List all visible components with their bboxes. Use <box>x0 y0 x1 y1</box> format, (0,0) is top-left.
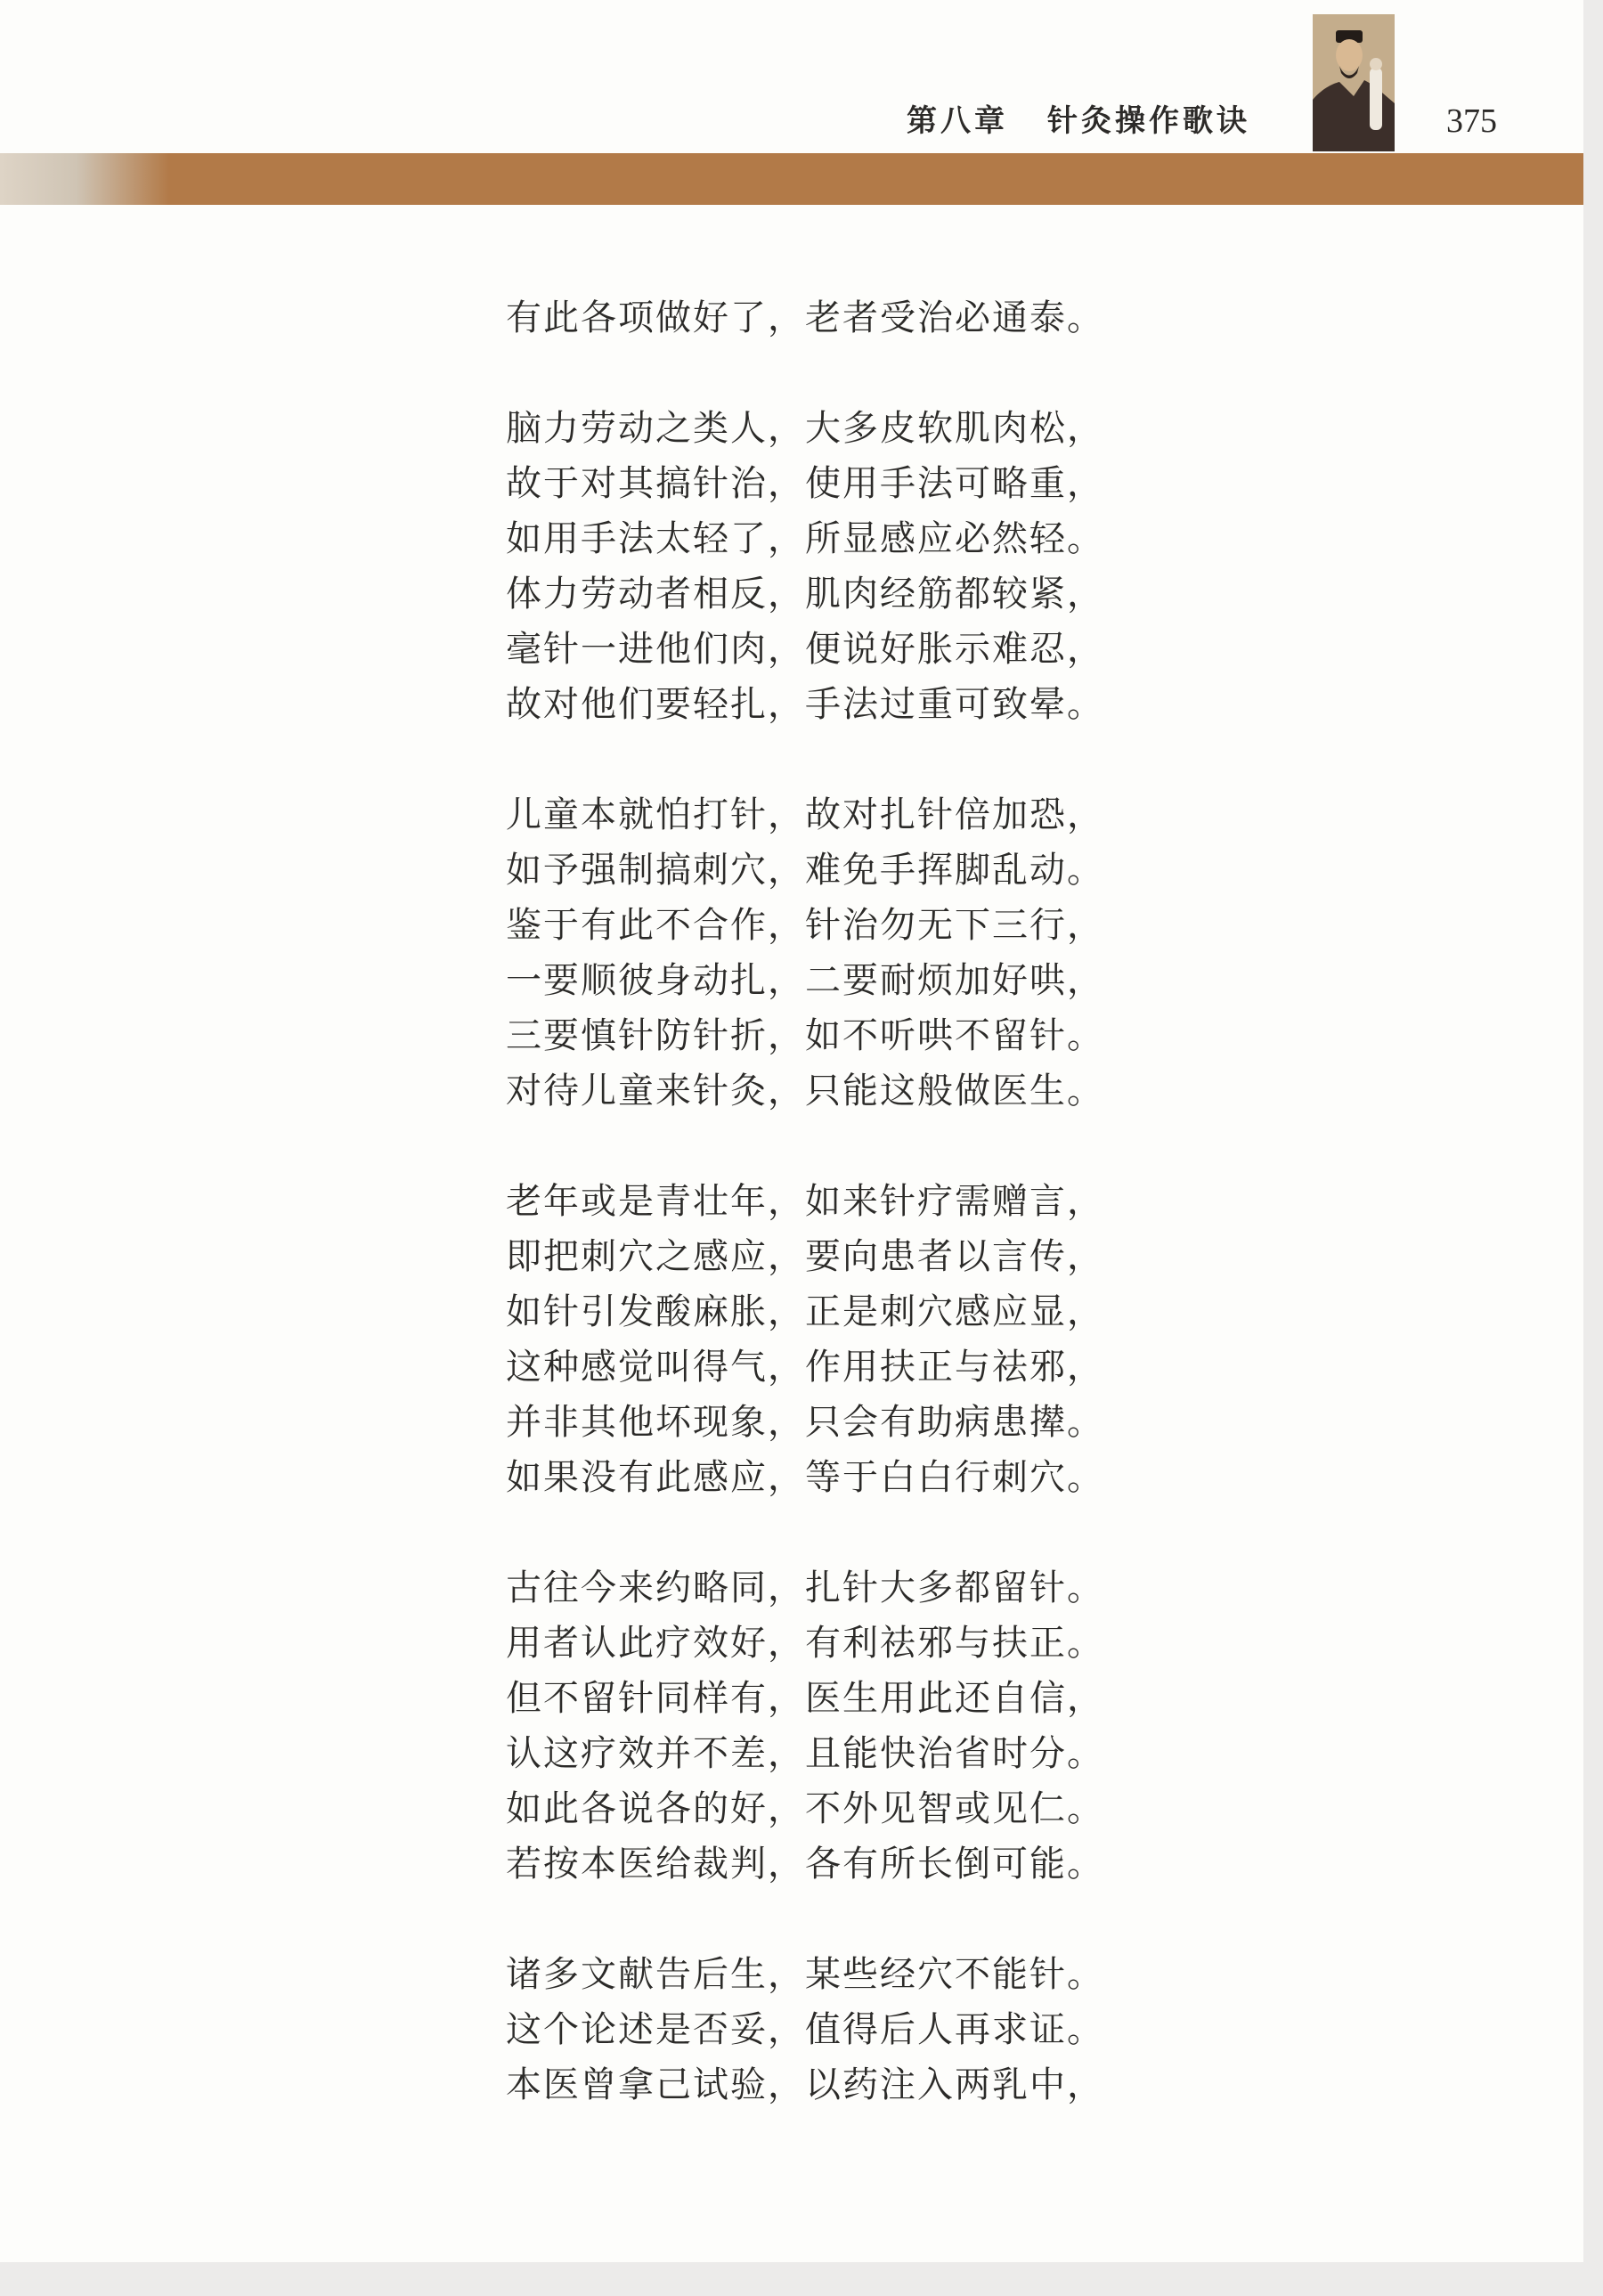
poem-line: 认这疗效并不差，且能快治省时分。 <box>506 1733 1104 1774</box>
poem-line: 并非其他坏现象，只会有助病患撵。 <box>506 1402 1104 1443</box>
stanza <box>506 1174 1147 1505</box>
stanza <box>506 787 1147 1119</box>
poem-line: 若按本医给裁判，各有所长倒可能。 <box>506 1844 1104 1885</box>
header-band-texture <box>0 153 169 205</box>
poem-line: 如针引发酸麻胀，正是刺穴感应显， <box>506 1291 1104 1332</box>
running-head <box>907 96 1250 140</box>
portrait-figure <box>1313 14 1395 151</box>
poem-line: 如此各说各的好，不外见智或见仁。 <box>506 1788 1104 1829</box>
stanza <box>506 1560 1147 1892</box>
poem-body <box>506 290 1147 2168</box>
poem-line: 对待儿童来针灸，只能这般做医生。 <box>506 1071 1104 1111</box>
page-number: 375 <box>1446 102 1497 140</box>
poem-line: 如果没有此感应，等于白白行刺穴。 <box>506 1457 1104 1498</box>
poem-line: 用者认此疗效好，有利祛邪与扶正。 <box>506 1623 1104 1664</box>
poem-line: 即把刺穴之感应，要向患者以言传， <box>506 1236 1104 1277</box>
poem-line: 故于对其搞针治，使用手法可略重， <box>506 463 1104 504</box>
page-header <box>0 0 1583 214</box>
poem-line: 鉴于有此不合作，针治勿无下三行， <box>506 905 1104 946</box>
poem-line: 脑力劳动之类人，大多皮软肌肉松， <box>506 408 1104 449</box>
poem-line: 三要慎针防针折，如不听哄不留针。 <box>506 1015 1104 1056</box>
poem-line: 故对他们要轻扎，手法过重可致晕。 <box>506 684 1104 725</box>
header-band <box>0 153 1583 205</box>
poem-line: 儿童本就怕打针，故对扎针倍加恐， <box>506 794 1104 835</box>
chapter-number: 第八章 <box>907 103 1008 139</box>
poem-line: 老年或是青壮年，如来针疗需赠言， <box>506 1181 1104 1222</box>
stanza <box>506 401 1147 732</box>
poem-line: 如用手法太轻了，所显感应必然轻。 <box>506 518 1104 559</box>
poem-line: 这个论述是否妥，值得后人再求证。 <box>506 2009 1104 2050</box>
poem-line: 一要顺彼身动扎，二要耐烦加好哄， <box>506 960 1104 1001</box>
stanza <box>506 290 1147 346</box>
poem-line: 诸多文献告后生，某些经穴不能针。 <box>506 1954 1104 1995</box>
poem-line: 有此各项做好了，老者受治必通泰。 <box>506 297 1104 338</box>
poem-line: 如予强制搞刺穴，难免手挥脚乱动。 <box>506 850 1104 891</box>
poem-line: 毫针一进他们肉，便说好胀示难忍， <box>506 629 1104 670</box>
poem-line: 但不留针同样有，医生用此还自信， <box>506 1678 1104 1719</box>
stanza <box>506 1947 1147 2113</box>
poem-line: 古往今来约略同，扎针大多都留针。 <box>506 1567 1104 1608</box>
chapter-title: 针灸操作歌诀 <box>1047 103 1250 139</box>
poem-line: 这种感觉叫得气，作用扶正与祛邪， <box>506 1347 1104 1388</box>
poem-line: 本医曾拿己试验，以药注入两乳中， <box>506 2064 1104 2105</box>
portrait-illustration <box>1313 14 1395 151</box>
poem-line: 体力劳动者相反，肌肉经筋都较紧， <box>506 574 1104 615</box>
